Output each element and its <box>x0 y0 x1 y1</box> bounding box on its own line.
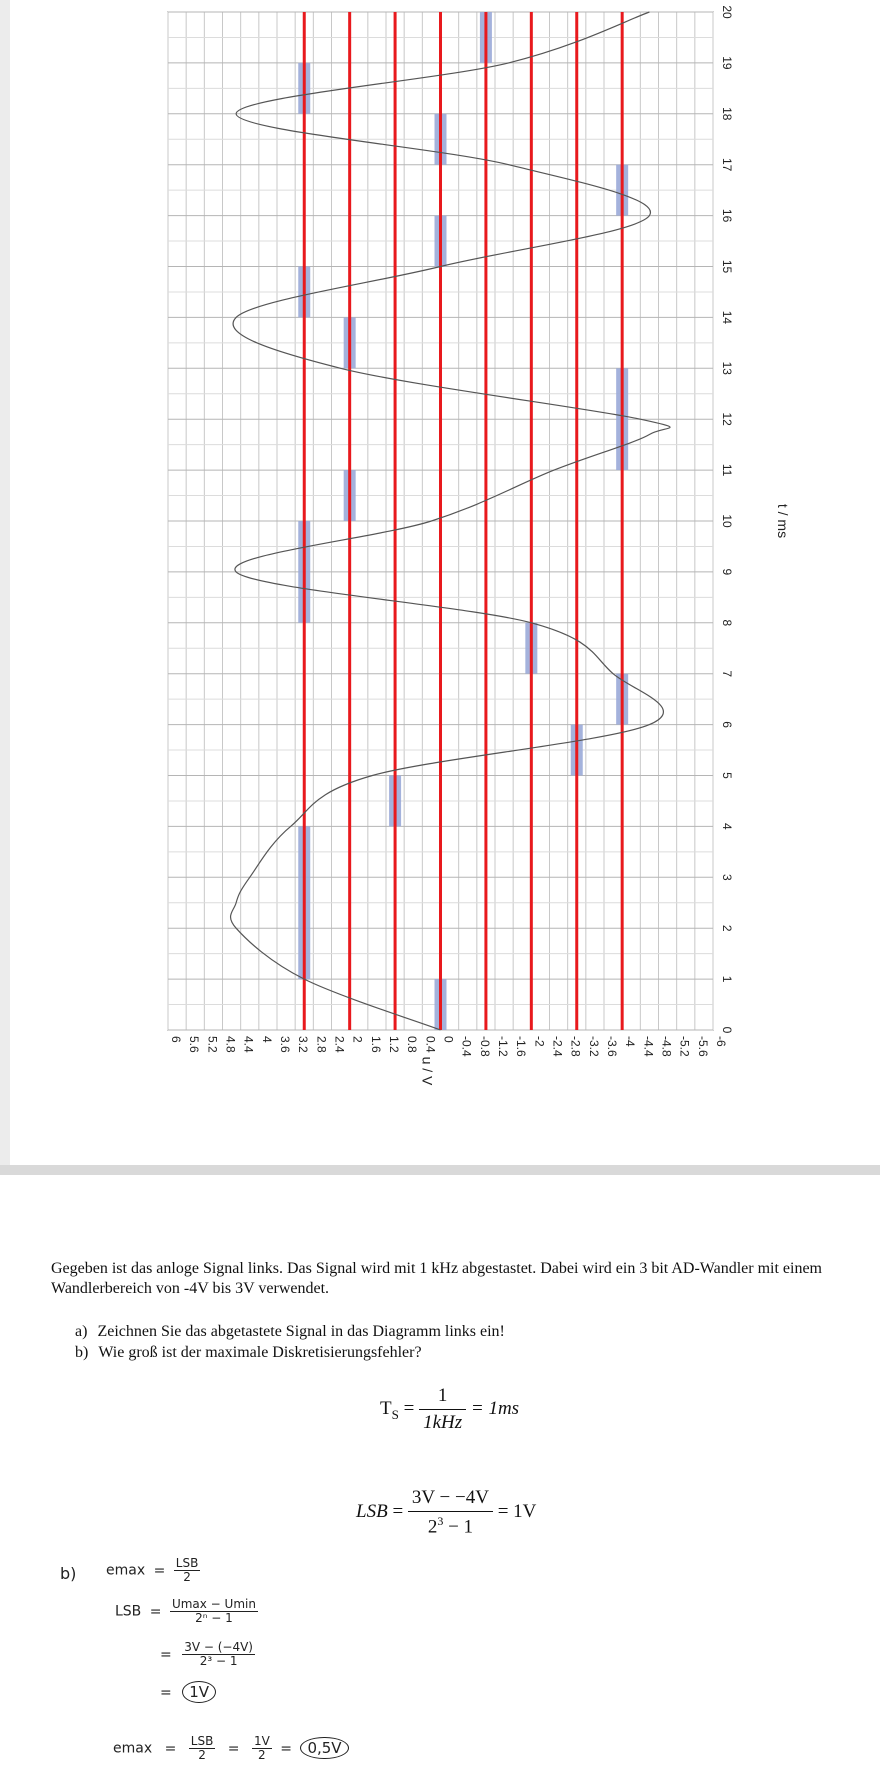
time-tick-label: 2 <box>720 924 734 932</box>
task-a-text: Zeichnen Sie das abgetastete Signal in das Diagramm links ein! <box>97 1323 505 1340</box>
worksheet-page-bottom <box>0 1175 880 1784</box>
time-axis-label: t / ms <box>775 503 791 539</box>
handwritten-final-line: emax = $\frac{\text{LSB}}{2}$ = $\frac{1V}{2}$ = 0,5V <box>113 1735 349 1762</box>
time-tick-label: 11 <box>720 463 734 477</box>
voltage-tick-label: -1.6 <box>514 1036 529 1057</box>
lsb-equals: = <box>392 1501 404 1523</box>
voltage-tick-label: 4.4 <box>241 1036 256 1053</box>
time-tick-label: 14 <box>720 310 734 325</box>
ts-equals: = <box>403 1397 415 1419</box>
voltage-tick-label: -2.8 <box>568 1036 583 1057</box>
ts-numerator: 1 <box>419 1385 466 1410</box>
task-b-label: b) <box>75 1344 89 1361</box>
lsb-fraction <box>408 1487 493 1538</box>
voltage-tick-label: 2.8 <box>314 1036 329 1053</box>
task-intro-text: Gegeben ist das anloge Signal links. Das Signal wird mit 1 kHz abgestastet. Dabei wird ein 3 bit AD-Wandler mit einem Wandlerbereich von -4V bis 3V verwendet. <box>51 1260 822 1297</box>
voltage-tick-label: 4 <box>259 1036 274 1043</box>
signal-chart <box>10 0 880 1165</box>
task-b-text: Wie groß ist der maximale Diskretisierungsfehler? <box>98 1344 422 1361</box>
time-tick-label: 5 <box>720 772 734 779</box>
time-tick-label: 18 <box>720 107 734 121</box>
voltage-tick-label: -5.6 <box>695 1036 710 1057</box>
page-separator <box>0 1165 880 1175</box>
voltage-tick-label: 2 <box>350 1036 365 1043</box>
voltage-tick-label: 0 <box>441 1036 456 1043</box>
time-tick-label: 9 <box>720 568 734 576</box>
time-tick-label: 10 <box>720 514 734 528</box>
lsb-denominator: $2^3 - 1$ <box>427 1514 474 1538</box>
ts-denominator: 1kHz <box>423 1412 463 1433</box>
voltage-tick-label: -4.4 <box>641 1036 656 1057</box>
time-tick-label: 3 <box>720 873 734 881</box>
voltage-tick-label: 3.6 <box>278 1036 292 1053</box>
voltage-tick-label: -1.2 <box>496 1036 510 1057</box>
ts-lhs: $T_S$ <box>380 1397 399 1422</box>
lsb-lhs: LSB <box>356 1501 388 1523</box>
task-list <box>75 1321 505 1363</box>
time-tick-label: 20 <box>720 5 734 19</box>
ts-result: = 1ms <box>470 1397 520 1419</box>
voltage-tick-label: 5.6 <box>187 1036 202 1053</box>
voltage-tick-label: -3.6 <box>605 1036 619 1057</box>
voltage-tick-label: 6 <box>169 1036 183 1043</box>
voltage-tick-label: 3.2 <box>296 1036 311 1053</box>
time-tick-label: 0 <box>720 1026 734 1034</box>
voltage-tick-label: -6 <box>714 1036 728 1047</box>
time-tick-label: 19 <box>720 56 734 70</box>
time-tick-label: 1 <box>720 975 734 983</box>
voltage-tick-label: 0.4 <box>423 1036 438 1053</box>
voltage-tick-label: -2 <box>532 1036 547 1047</box>
voltage-tick-label: -4.8 <box>659 1036 674 1057</box>
lsb-numerator: 3V − −4V <box>408 1487 493 1512</box>
task-item-a <box>75 1321 505 1342</box>
handwritten-b-label: b) <box>60 1564 77 1583</box>
handwritten-substitution-line: = $\frac{3V - (-4V)}{\text{2³ − 1}}$ <box>160 1640 253 1668</box>
handwritten-lsb-line: LSB = $\frac{Umax - Umin}{\text{2ⁿ − 1}}$ <box>115 1597 256 1625</box>
voltage-tick-label: 1.6 <box>368 1036 383 1053</box>
lsb-result: = 1V <box>497 1501 537 1523</box>
time-tick-label: 15 <box>720 259 734 274</box>
time-tick-label: 17 <box>720 158 734 172</box>
voltage-tick-label: -0.8 <box>477 1036 492 1057</box>
ts-fraction <box>419 1385 466 1434</box>
time-tick-label: 8 <box>720 619 734 627</box>
final-result-circled: 0,5V <box>300 1737 348 1759</box>
time-tick-label: 13 <box>720 361 734 375</box>
time-tick-label: 6 <box>720 721 734 728</box>
lsb-result-circled: 1V <box>182 1681 216 1703</box>
task-a-label: a) <box>75 1323 88 1340</box>
handwritten-emax-line: emax = $\frac{\text{LSB}}{2}$ <box>106 1556 199 1584</box>
voltage-tick-label: 0.8 <box>405 1036 420 1053</box>
handwritten-lsb-result-line: = 1V <box>160 1681 216 1703</box>
voltage-tick-label: -5.2 <box>677 1036 692 1057</box>
voltage-tick-label: -3.2 <box>586 1036 601 1057</box>
voltage-tick-label: 1.2 <box>387 1036 401 1053</box>
time-tick-label: 7 <box>720 670 734 678</box>
task-item-b <box>75 1342 505 1363</box>
voltage-tick-label: -2.4 <box>550 1036 565 1057</box>
formula-lsb <box>356 1487 536 1538</box>
formula-sampling-period <box>380 1385 519 1434</box>
voltage-tick-label: -4 <box>623 1036 638 1047</box>
voltage-tick-label: -0.4 <box>459 1036 474 1057</box>
voltage-tick-label: 5.2 <box>205 1036 220 1053</box>
voltage-tick-label: 4.8 <box>223 1036 238 1053</box>
voltage-tick-label: 2.4 <box>332 1036 347 1053</box>
time-tick-label: 16 <box>720 208 734 223</box>
time-tick-label: 12 <box>720 412 734 426</box>
time-tick-label: 4 <box>720 823 734 830</box>
voltage-axis-label: u / V <box>419 1056 436 1086</box>
